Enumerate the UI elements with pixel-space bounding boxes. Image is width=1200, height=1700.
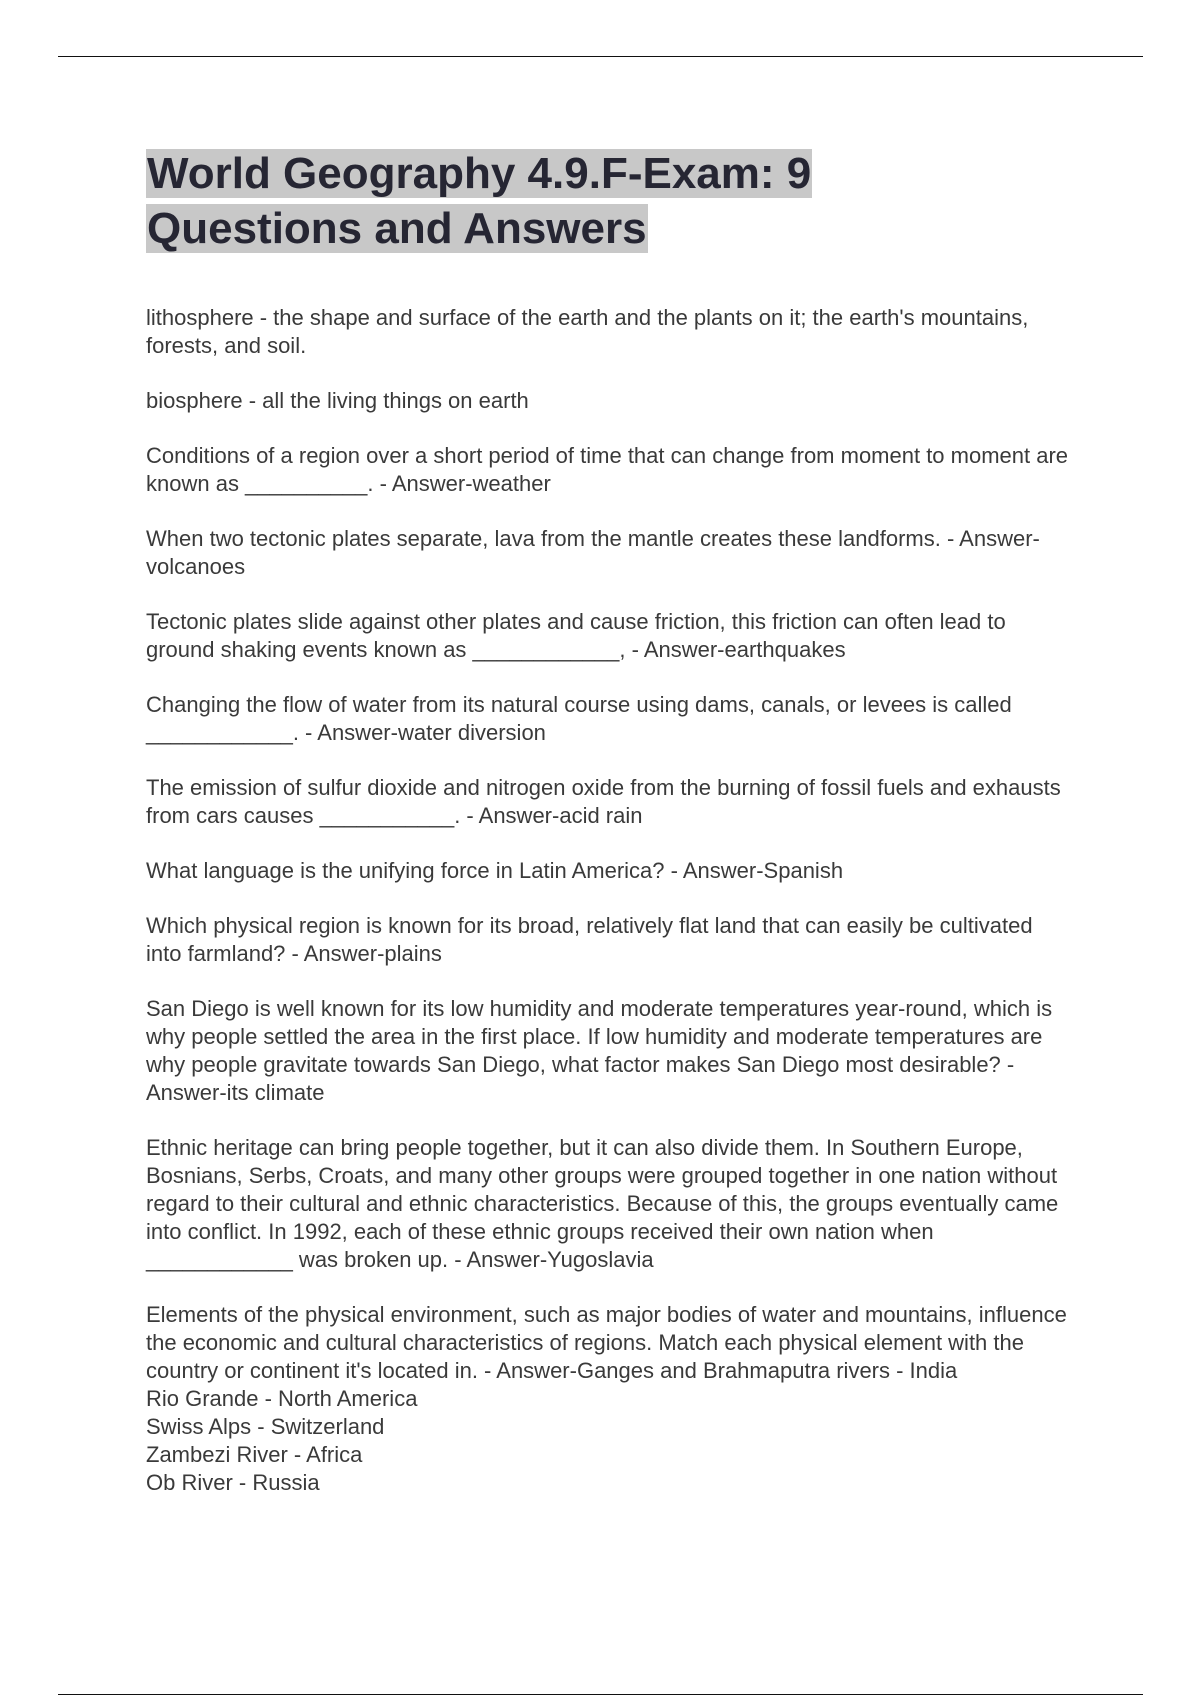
qa-item: Tectonic plates slide against other plates and cause friction, this friction can often lead to ground shaking events known as ____________, - Answer-earthquakes [146,609,1006,662]
qa-item: San Diego is well known for its low humidity and moderate temperatures year-round, which is why people settled the area in the first place. If low humidity and moderate temperatures are why people gravitate towards San Diego, what factor makes San Diego most desirable? - Answer-its climate [146,996,1053,1105]
qa-item: Changing the flow of water from its natural course using dams, canals, or levees is called ____________. - Answer-water diversion [146,692,1012,745]
top-rule [58,56,1143,57]
qa-item: Conditions of a region over a short period of time that can change from moment to moment are known as __________. - Answer-weather [146,443,1069,496]
document-title [146,146,1146,256]
qa-item: When two tectonic plates separate, lava from the mantle creates these landforms. - Answer-volcanoes [146,526,1040,579]
qa-item: lithosphere - the shape and surface of the earth and the plants on it; the earth's mountains, forests, and soil. [146,305,1029,358]
matching-intro: Elements of the physical environment, such as major bodies of water and mountains, influence the economic and cultural characteristics of regions. Match each physical element with the country or continent it's located in. - Answer-Ganges and Brahmaputra rivers - India [146,1302,1067,1383]
qa-item: The emission of sulfur dioxide and nitrogen oxide from the burning of fossil fuels and exhausts from cars causes ___________. - Answer-acid rain [146,775,1061,828]
matching-pair: Ob River - Russia [146,1470,320,1495]
qa-item: Ethnic heritage can bring people together, but it can also divide them. In Southern Europe, Bosnians, Serbs, Croats, and many other groups were grouped together in one nation without regard to their cultural and ethnic characteristics. Because of this, the groups eventually came into conflict. In 1992, each of these ethnic groups received their own nation when ____________ was broken up. - Answer-Yugoslavia [146,1135,1059,1272]
title-line-2: Questions and Answers [147,204,647,253]
bottom-rule [58,1694,1143,1695]
matching-pair: Zambezi River - Africa [146,1442,363,1467]
matching-pair: Rio Grande - North America [146,1386,418,1411]
qa-list [146,304,1071,1497]
qa-item: What language is the unifying force in Latin America? - Answer-Spanish [146,858,844,883]
qa-item: biosphere - all the living things on earth [146,388,529,413]
title-line-1: World Geography 4.9.F-Exam: 9 [147,149,812,198]
qa-item: Which physical region is known for its broad, relatively flat land that can easily be cultivated into farmland? - Answer-plains [146,913,1033,966]
matching-pair: Swiss Alps - Switzerland [146,1414,385,1439]
qa-item-matching [146,1301,1071,1497]
